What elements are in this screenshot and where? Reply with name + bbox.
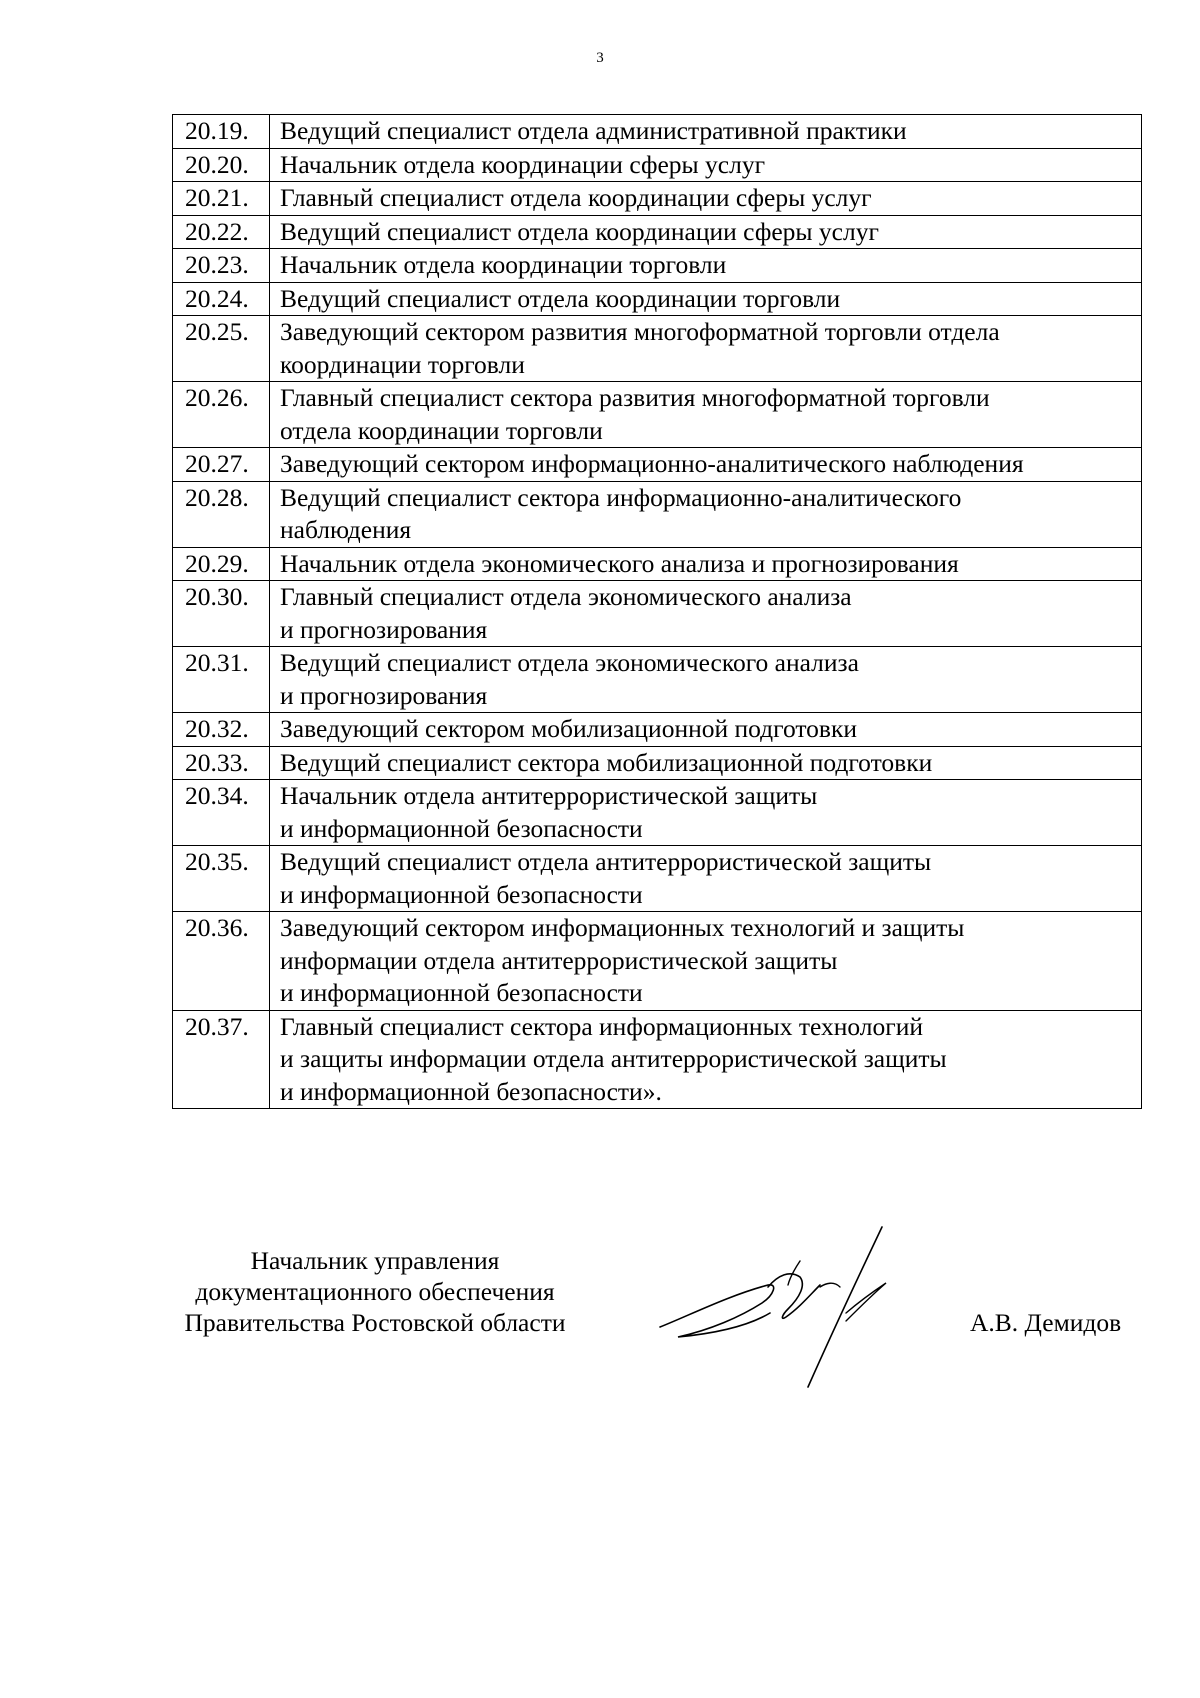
signer-title: Начальник управления документационного обеспечения Правительства Ростовской области xyxy=(184,1246,566,1337)
row-number: 20.29. xyxy=(173,547,270,581)
position-title: Главный специалист отдела координации сферы услуг xyxy=(270,182,1142,216)
table-row xyxy=(173,746,1142,780)
position-title: Ведущий специалист отдела антитеррористической защиты и информационной безопасности xyxy=(270,846,1142,912)
table-row xyxy=(173,912,1142,1011)
row-number: 20.35. xyxy=(173,846,270,912)
signature xyxy=(650,1225,940,1395)
position-title: Ведущий специалист отдела координации торговли xyxy=(270,282,1142,316)
row-number: 20.23. xyxy=(173,249,270,283)
table-row xyxy=(173,481,1142,547)
table-row xyxy=(173,249,1142,283)
position-title: Главный специалист сектора информационных технологий и защиты информации отдела антитеррористической защиты и информационной безопасности». xyxy=(270,1010,1142,1109)
position-title: Заведующий сектором мобилизационной подготовки xyxy=(270,713,1142,747)
row-number: 20.26. xyxy=(173,382,270,448)
row-number: 20.21. xyxy=(173,182,270,216)
row-number: 20.36. xyxy=(173,912,270,1011)
signer-name: А.В. Демидов xyxy=(970,1308,1122,1337)
table-row xyxy=(173,713,1142,747)
position-title: Заведующий сектором развития многоформатной торговли отдела координации торговли xyxy=(270,316,1142,382)
table-row xyxy=(173,382,1142,448)
table-row xyxy=(173,448,1142,482)
table-row xyxy=(173,1010,1142,1109)
position-title: Начальник отдела координации сферы услуг xyxy=(270,148,1142,182)
position-title: Начальник отдела антитеррористической защиты и информационной безопасности xyxy=(270,780,1142,846)
row-number: 20.32. xyxy=(173,713,270,747)
row-number: 20.31. xyxy=(173,647,270,713)
position-title: Ведущий специалист сектора информационно-аналитического наблюдения xyxy=(270,481,1142,547)
position-title: Главный специалист отдела экономического анализа и прогнозирования xyxy=(270,581,1142,647)
position-title: Главный специалист сектора развития многоформатной торговли отдела координации торговли xyxy=(270,382,1142,448)
page-number: 3 xyxy=(596,50,604,66)
table-row xyxy=(173,215,1142,249)
table-row xyxy=(173,182,1142,216)
table-row xyxy=(173,148,1142,182)
table-row xyxy=(173,780,1142,846)
table-row xyxy=(173,547,1142,581)
row-number: 20.19. xyxy=(173,115,270,149)
table-row xyxy=(173,846,1142,912)
row-number: 20.28. xyxy=(173,481,270,547)
position-title: Ведущий специалист сектора мобилизационной подготовки xyxy=(270,746,1142,780)
position-title: Ведущий специалист отдела административной практики xyxy=(270,115,1142,149)
positions-table-body xyxy=(173,115,1142,1109)
row-number: 20.30. xyxy=(173,581,270,647)
row-number: 20.24. xyxy=(173,282,270,316)
table-row xyxy=(173,581,1142,647)
positions-table xyxy=(172,114,1142,1109)
position-title: Ведущий специалист отдела экономического анализа и прогнозирования xyxy=(270,647,1142,713)
row-number: 20.27. xyxy=(173,448,270,482)
row-number: 20.37. xyxy=(173,1010,270,1109)
row-number: 20.25. xyxy=(173,316,270,382)
position-title: Заведующий сектором информационных технологий и защиты информации отдела антитеррористической защиты и информационной безопасности xyxy=(270,912,1142,1011)
row-number: 20.20. xyxy=(173,148,270,182)
table-row xyxy=(173,316,1142,382)
row-number: 20.33. xyxy=(173,746,270,780)
table-row xyxy=(173,282,1142,316)
position-title: Начальник отдела экономического анализа и прогнозирования xyxy=(270,547,1142,581)
table-row xyxy=(173,115,1142,149)
position-title: Начальник отдела координации торговли xyxy=(270,249,1142,283)
position-title: Ведущий специалист отдела координации сферы услуг xyxy=(270,215,1142,249)
position-title: Заведующий сектором информационно-аналитического наблюдения xyxy=(270,448,1142,482)
table-row xyxy=(173,647,1142,713)
row-number: 20.34. xyxy=(173,780,270,846)
row-number: 20.22. xyxy=(173,215,270,249)
